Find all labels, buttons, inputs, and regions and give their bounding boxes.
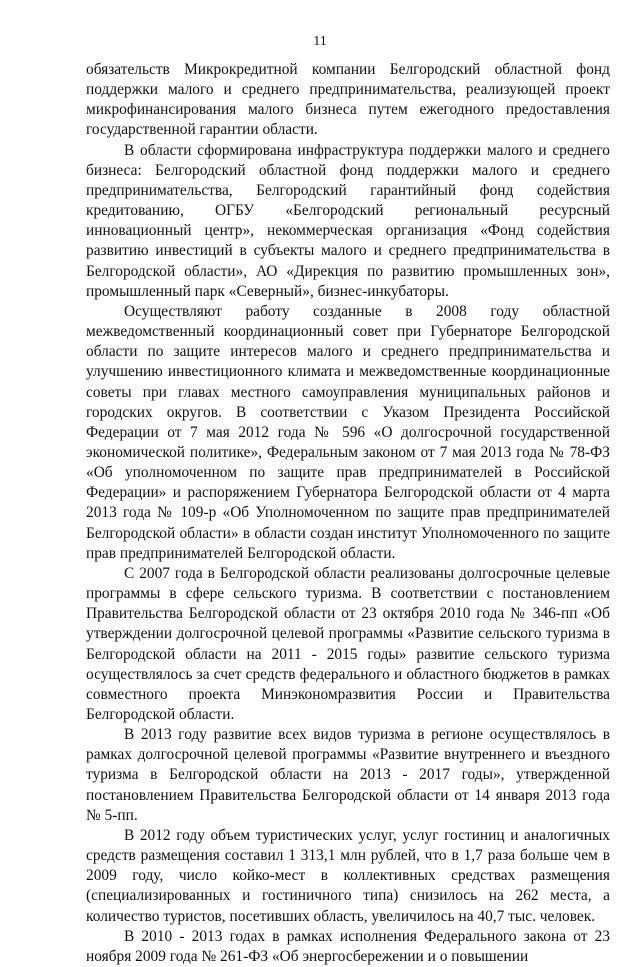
paragraph-1: обязательств Микрокредитной компании Белгородский областной фонд поддержки малого и среднего предпринимательства, реализующей проект микрофинансирования малого бизнеса путем ежегодного предоставления государственной гарантии области. bbox=[86, 61, 610, 139]
paragraph-5: В 2013 году развитие всех видов туризма в регионе осуществлялось в рамках долгосрочной целевой программы «Развитие внутреннего и въездного туризма в Белгородской области на 2013 - 2017 годы», утвержденной постановлением Правительства Белгородской области от 14 января 2013 года № 5-пп. bbox=[86, 726, 610, 824]
paragraph-3: Осуществляют работу созданные в 2008 году областной межведомственный координационный совет при Губернаторе Белгородской области по защите интересов малого и среднего предпринимательства и улучшению инвестиционного климата и межведомственные координационные советы при главах местного самоуправления муниципальных районов и городских округов. В соответствии с Указом Президента Российской Федерации от 7 мая 2012 года № 596 «О долгосрочной государственной экономической политике», Федеральным законом от 7 мая 2013 года № 78-ФЗ «Об уполномоченном по защите прав предпринимателей в Российской Федерации» и распоряжением Губернатора Белгородской области от 4 марта 2013 года № 109-р «Об Уполномоченном по защите прав предпринимателей Белгородской области» в области создан институт Уполномоченного по защите прав предпринимателей Белгородской области. bbox=[86, 302, 610, 562]
paragraph-2: В области сформирована инфраструктура поддержки малого и среднего бизнеса: Белгородский областной фонд поддержки малого и среднего предпринимательства, Белгородский гарантийный фонд содействия кредитованию, ОГБУ «Белгородский региональный ресурсный инновационный центр», некоммерческая организация «Фонд содействия развитию инвестиций в субъекты малого и среднего предпринимательства в Белгородской области», АО «Дирекция по развитию промышленных зон», промышленный парк «Северный», бизнес-инкубаторы. bbox=[86, 141, 610, 300]
page-number: 11 bbox=[313, 34, 327, 49]
document-body bbox=[86, 60, 610, 967]
paragraph-7: В 2010 - 2013 годах в рамках исполнения Федерального закона от 23 ноября 2009 года № 261-ФЗ «Об энергосбережении и о повышении bbox=[86, 927, 610, 965]
paragraph-4: С 2007 года в Белгородской области реализованы долгосрочные целевые программы в сфере сельского туризма. В соответствии с постановлением Правительства Белгородской области от 23 октября 2010 года № 346-пп «Об утверждении долгосрочной целевой программы «Развитие сельского туризма в Белгородской области на 2011 - 2015 годы» развитие сельского туризма осуществлялось за счет средств федерального и областного бюджетов в рамках совместного проекта Минэкономразвития России и Правительства Белгородской области. bbox=[86, 564, 610, 723]
paragraph-6: В 2012 году объем туристических услуг, услуг гостиниц и аналогичных средств размещения составил 1 313,1 млн рублей, что в 1,7 раза больше чем в 2009 году, число койко-мест в коллективных средствах размещения (специализированных и гостиничного типа) снизилось на 262 места, а количество туристов, посетивших область, увеличилось на 40,7 тыс. человек. bbox=[86, 826, 610, 925]
